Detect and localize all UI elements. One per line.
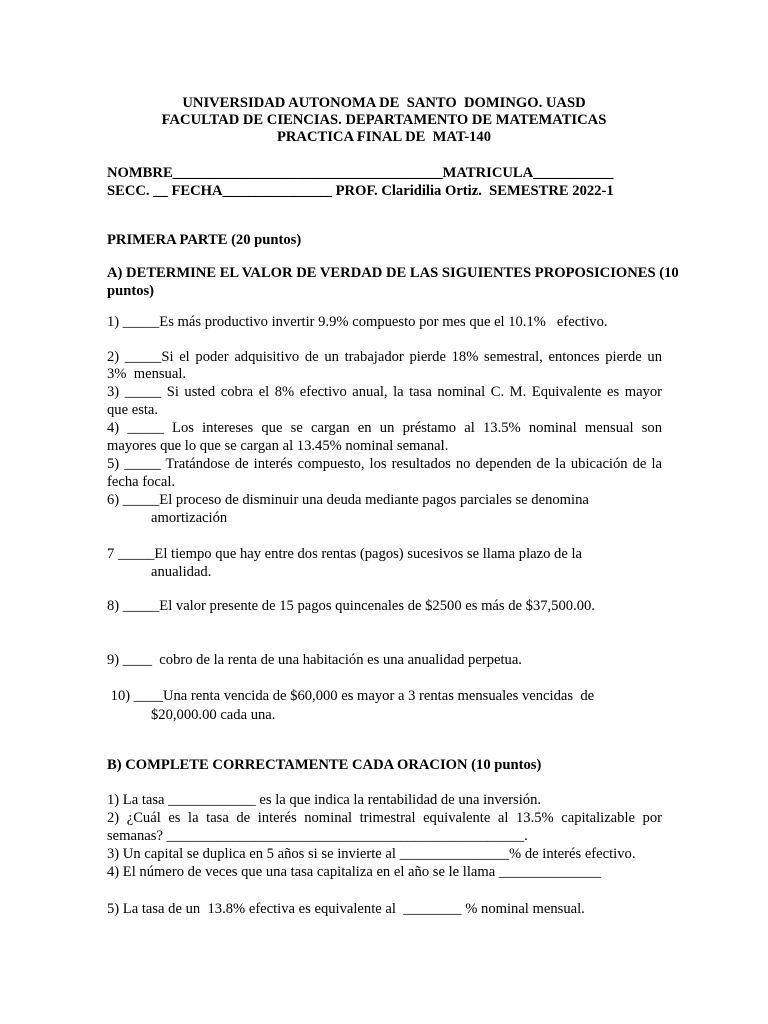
question-b2-line1: 2) ¿Cuál es la tasa de interés nominal trimestral equivalente al 13.5% capitalizable por [107,810,662,826]
question-a3-line2: que esta. [107,402,159,418]
question-a7-line2: anualidad. [151,564,212,580]
question-b5: 5) La tasa de un 13.8% efectiva es equivalente al ________ % nominal mensual. [107,901,585,917]
question-a4-line2: mayores que lo que se cargan al 13.45% nominal semanal. [107,438,449,454]
exam-title: PRACTICA FINAL DE MAT-140 [276,129,492,145]
section-a-heading-line2: puntos) [107,283,155,299]
question-a6-line1: 6) _____El proceso de disminuir una deuda mediante pagos parciales se denomina [107,492,589,508]
part-one-title: PRIMERA PARTE (20 puntos) [107,232,302,248]
section-field-line: SECC. __ FECHA_______________ PROF. Claridilia Ortiz. SEMESTRE 2022-1 [107,183,614,199]
faculty-title: FACULTAD DE CIENCIAS. DEPARTAMENTO DE MATEMATICAS [161,112,607,128]
question-a3-line1: 3) _____ Si usted cobra el 8% efectivo anual, la tasa nominal C. M. Equivalente es mayor [107,384,662,400]
question-a6-line2: amortización [151,510,228,526]
university-title: UNIVERSIDAD AUTONOMA DE SANTO DOMINGO. UASD [182,95,586,111]
question-b1: 1) La tasa ____________ es la que indica la rentabilidad de una inversión. [107,792,542,808]
section-b-heading: B) COMPLETE CORRECTAMENTE CADA ORACION (10 puntos) [107,757,542,773]
question-a9: 9) ____ cobro de la renta de una habitación es una anualidad perpetua. [107,652,522,668]
question-b2-line2: semanas? _________________________________________________. [107,828,528,844]
question-a7-line1: 7 _____El tiempo que hay entre dos rentas (pagos) sucesivos se llama plazo de la [107,546,582,562]
question-a5-line1: 5) _____ Tratándose de interés compuesto, los resultados no dependen de la ubicación de la [107,456,662,472]
question-a10-line1: 10) ____Una renta vencida de $60,000 es mayor a 3 rentas mensuales vencidas de [107,688,595,704]
section-a-heading-line1: A) DETERMINE EL VALOR DE VERDAD DE LAS SIGUIENTES PROPOSICIONES (10 [107,265,679,281]
question-a5-line2: fecha focal. [107,474,176,490]
name-field-line: NOMBRE_____________________________________MATRICULA___________ [107,165,614,181]
question-a1: 1) _____Es más productivo invertir 9.9% compuesto por mes que el 10.1% efectivo. [107,314,608,330]
question-b3: 3) Un capital se duplica en 5 años si se invierte al _______________% de interés efectivo. [107,846,636,862]
question-a4-line1: 4) _____ Los intereses que se cargan en un préstamo al 13.5% nominal mensual son [107,420,662,436]
question-a10-line2: $20,000.00 cada una. [151,707,276,723]
question-a8: 8) _____El valor presente de 15 pagos quincenales de $2500 es más de $37,500.00. [107,598,595,614]
question-a2-line2: 3% mensual. [107,366,187,382]
question-a2-line1: 2) _____Si el poder adquisitivo de un trabajador pierde 18% semestral, entonces pierde un [107,349,662,365]
question-b4: 4) El número de veces que una tasa capitaliza en el año se le llama ______________ [107,864,601,880]
